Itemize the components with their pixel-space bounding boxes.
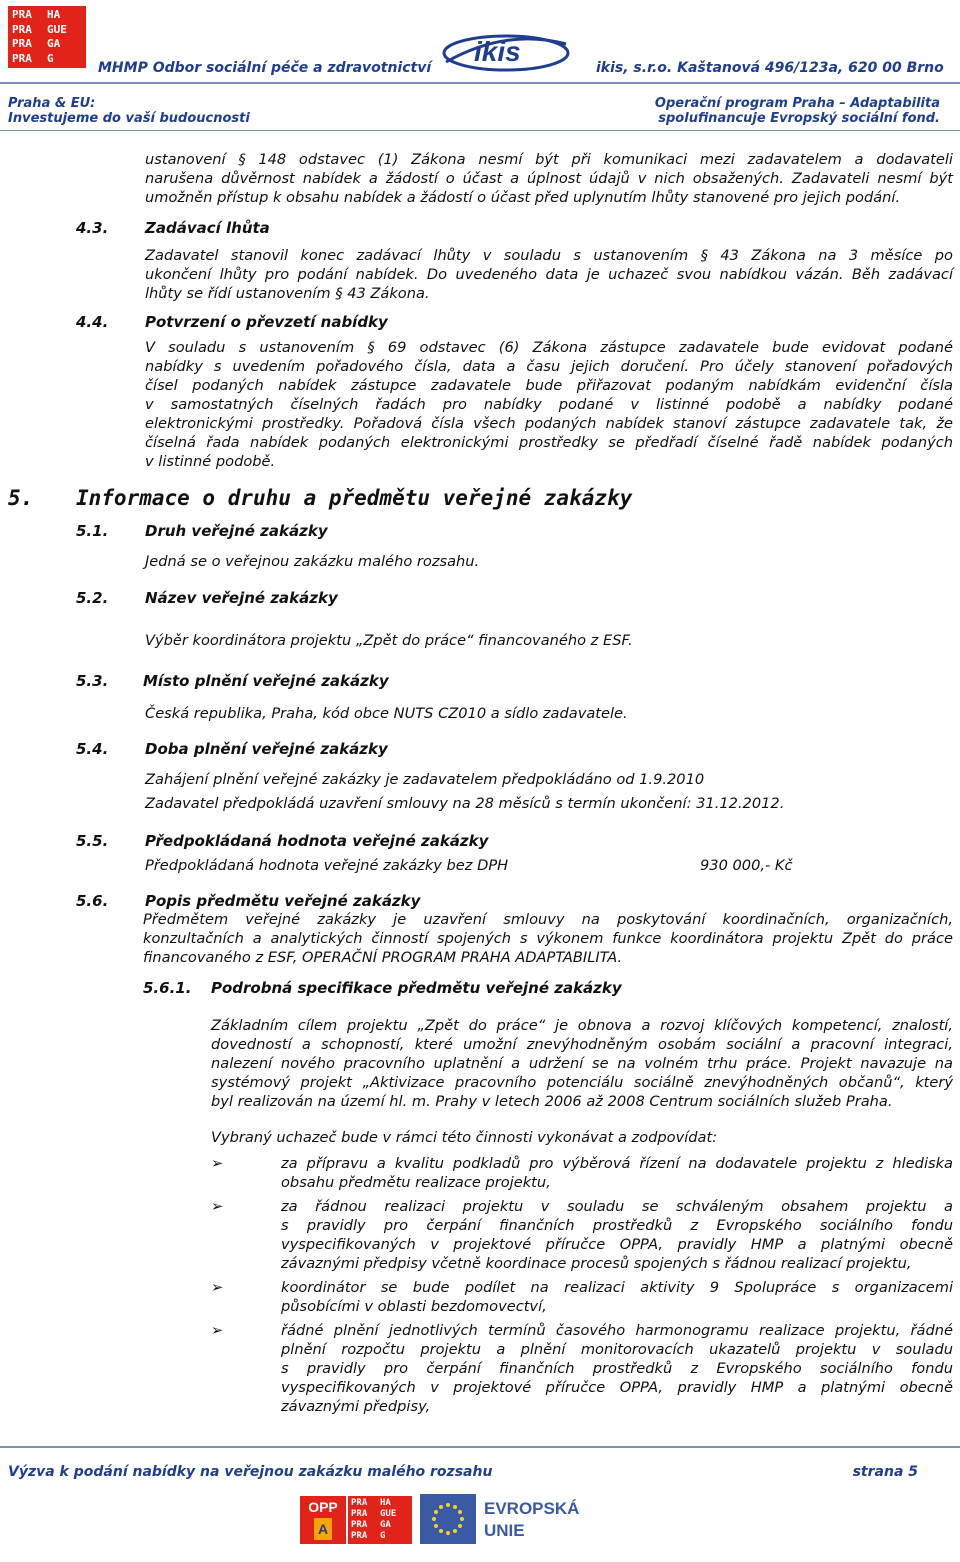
section-5-6-title: Popis předmětu veřejné zakázky (145, 892, 421, 910)
section-5-4-line2: Zadavatel předpokládá uzavření smlouvy na 28 měsíců s termín ukončení: 31.12.2012. (145, 795, 785, 812)
eu-flag-icon (420, 1494, 476, 1544)
list-intro: Vybraný uchazeč bude v rámci této činnosti vykonávat a zodpovídat: (211, 1129, 718, 1146)
ikis-logo: ikis (440, 32, 572, 74)
section-4-4-title: Potvrzení o převzetí nabídky (145, 313, 388, 331)
list-item: za přípravu a kvalitu podkladů pro výběrová řízení na dodavatele projektu z hlediska obsahu předmětu realizace projektu, (281, 1155, 953, 1191)
section-4-3-number: 4.3. (76, 219, 109, 237)
section-5-2-title: Název veřejné zakázky (145, 589, 338, 607)
list-item: koordinátor se bude podílet na realizaci aktivity 9 Spolupráce s organizacemi působícími v oblasti bezdomovectví, (281, 1279, 953, 1315)
section-4-4-number: 4.4. (76, 313, 109, 331)
section-5-2-text: Výběr koordinátora projektu „Zpět do práce“ financovaného z ESF. (145, 632, 633, 649)
section-5-4-title: Doba plnění veřejné zakázky (145, 740, 388, 758)
eu-label: EVROPSKÁ UNIE (484, 1499, 580, 1540)
bullet-glyph: ➢ (211, 1322, 224, 1339)
section-5-1-number: 5.1. (76, 522, 109, 540)
bullet-glyph: ➢ (211, 1155, 224, 1172)
intro-paragraph: ustanovení § 148 odstavec (1) Zákona nesmí být při komunikaci mezi zadavatelem a dodavateli narušena důvěrnost nabídek a žádostí o účast a úplnost údajů v nich obsažených. Zadavateli nesmí být umožněn přístup k obsahu nabídek a žádostí o účast před uplynutím lhůty stanovené pro jejich podání. (145, 151, 953, 206)
list-item: za řádnou realizaci projektu v souladu se schváleným obsahem projektu a s pravidly pro čerpání finančních prostředků z Evropského sociálního fondu vyspecifikovaných v projektové příručce OPPA, pravidly HMP a platnými obecně závaznými předpisy včetně koordinace procesů spojených s řádnou realizací projektu, (281, 1198, 953, 1272)
praha-logo: PRA HA PRA GUE PRA GA PRA G (8, 6, 86, 68)
section-5-5-value: 930 000,- Kč (700, 857, 793, 874)
praha-footer-logo: PRA HA PRA GUE PRA GA PRA G (348, 1496, 412, 1544)
section-4-3-title: Zadávací lhůta (145, 219, 270, 237)
section-5-3-title: Místo plnění veřejné zakázky (143, 672, 389, 690)
bullet-glyph: ➢ (211, 1279, 224, 1296)
section-5-number: 5. (8, 486, 34, 510)
oppa-logo: OPP A (300, 1496, 346, 1544)
section-5-4-number: 5.4. (76, 740, 109, 758)
section-5-1-text: Jedná se o veřejnou zakázku malého rozsahu. (145, 553, 480, 570)
section-5-6-1-number: 5.6.1. (143, 979, 192, 997)
header-org-left: MHMP Odbor sociální péče a zdravotnictví (98, 60, 432, 76)
section-5-1-title: Druh veřejné zakázky (145, 522, 328, 540)
section-5-6-text: Předmětem veřejné zakázky je uzavření smlouvy na poskytování koordinačních, organizačních, konzultačních a analytických činností spojených s výkonem funkce koordinátora projektu Zpět do práce financovaného z ESF, OPERAČNÍ PROGRAM PRAHA ADAPTABILITA. (143, 911, 953, 966)
list-item: řádné plnění jednotlivých termínů časového harmonogramu realizace projektu, řádné plnění rozpočtu projektu a plnění monitorovacích ukazatelů projektu v souladu s pravidly pro čerpání finančních prostředků z Evropského sociálního fondu vyspecifikovaných v projektové příručce OPPA, pravidly HMP a platnými obecně závaznými předpisy, (281, 1322, 953, 1415)
header-left-line2: Investujeme do vaší budoucnosti (8, 111, 250, 126)
section-5-3-number: 5.3. (76, 672, 109, 690)
header-rule (0, 82, 960, 84)
footer-left: Výzva k podání nabídky na veřejnou zakázku malého rozsahu (8, 1464, 493, 1480)
section-4-3-text: Zadavatel stanovil konec zadávací lhůty v souladu s ustanovením § 43 Zákona na 3 měsíce po ukončení lhůty pro podání nabídek. Do uvedeného data je uchazeč svou nabídkou vázán. Běh zadávací lhůty se řídí ustanovením § 43 Zákona. (145, 247, 953, 302)
section-5-5-label: Předpokládaná hodnota veřejné zakázky bez DPH (145, 857, 509, 874)
header-right-line2: spolufinancuje Evropský sociální fond. (658, 111, 940, 126)
section-5-2-number: 5.2. (76, 589, 109, 607)
section-5-5-number: 5.5. (76, 832, 109, 850)
section-5-3-text: Česká republika, Praha, kód obce NUTS CZ010 a sídlo zadavatele. (145, 705, 628, 722)
section-5-4-line1: Zahájení plnění veřejné zakázky je zadavatelem předpokládáno od 1.9.2010 (145, 771, 705, 788)
footer-page-number: strana 5 (852, 1464, 918, 1480)
section-5-5-title: Předpokládaná hodnota veřejné zakázky (145, 832, 489, 850)
section-5-6-1-title: Podrobná specifikace předmětu veřejné zakázky (211, 979, 622, 997)
header-rule-bottom (0, 130, 960, 131)
section-5-6-1-text: Základním cílem projektu „Zpět do práce“ je obnova a rozvoj klíčových kompetencí, znalostí, dovedností a schopností, které umožní znevýhodněným osobám sociální a pracovní integraci, nalezení nového pracovního uplatnění a udržení se na volném trhu práce. Projekt navazuje na systémový projekt „Aktivizace pracovního potenciálu sociálně znevýhodněných občanů“, který byl realizován na území hl. m. Prahy v letech 2006 až 2008 Centrum sociálních služeb Praha. (211, 1017, 953, 1110)
section-5-6-number: 5.6. (76, 892, 109, 910)
header-right-line1: Operační program Praha – Adaptabilita (654, 96, 940, 111)
header-left-line1: Praha & EU: (8, 96, 96, 111)
bullet-glyph: ➢ (211, 1198, 224, 1215)
section-4-4-text: V souladu s ustanovením § 69 odstavec (6) Zákona zástupce zadavatele bude evidovat podané nabídky s uvedením pořadového čísla, data a času jejich doručení. Pro účely stanovení pořadových čísel podaných nabídek zástupce zadavatele bude přiřazovat podaným nabídkám evidenční čísla v samostatných číselných řadách pro nabídky podané v listinné podobě a nabídky podané elektronickými prostředky. Pořadová čísla všech podaných nabídek stanoví zástupce zadavatele tak, že číselná řada nabídek podaných elektronickými prostředky se předřadí číselné řadě nabídek podaných v listinné podobě. (145, 339, 953, 470)
section-5-title: Informace o druhu a předmětu veřejné zakázky (76, 486, 633, 510)
footer-rule (0, 1446, 960, 1448)
header-org-right: ikis, s.r.o. Kaštanová 496/123a, 620 00 Brno (596, 60, 944, 76)
